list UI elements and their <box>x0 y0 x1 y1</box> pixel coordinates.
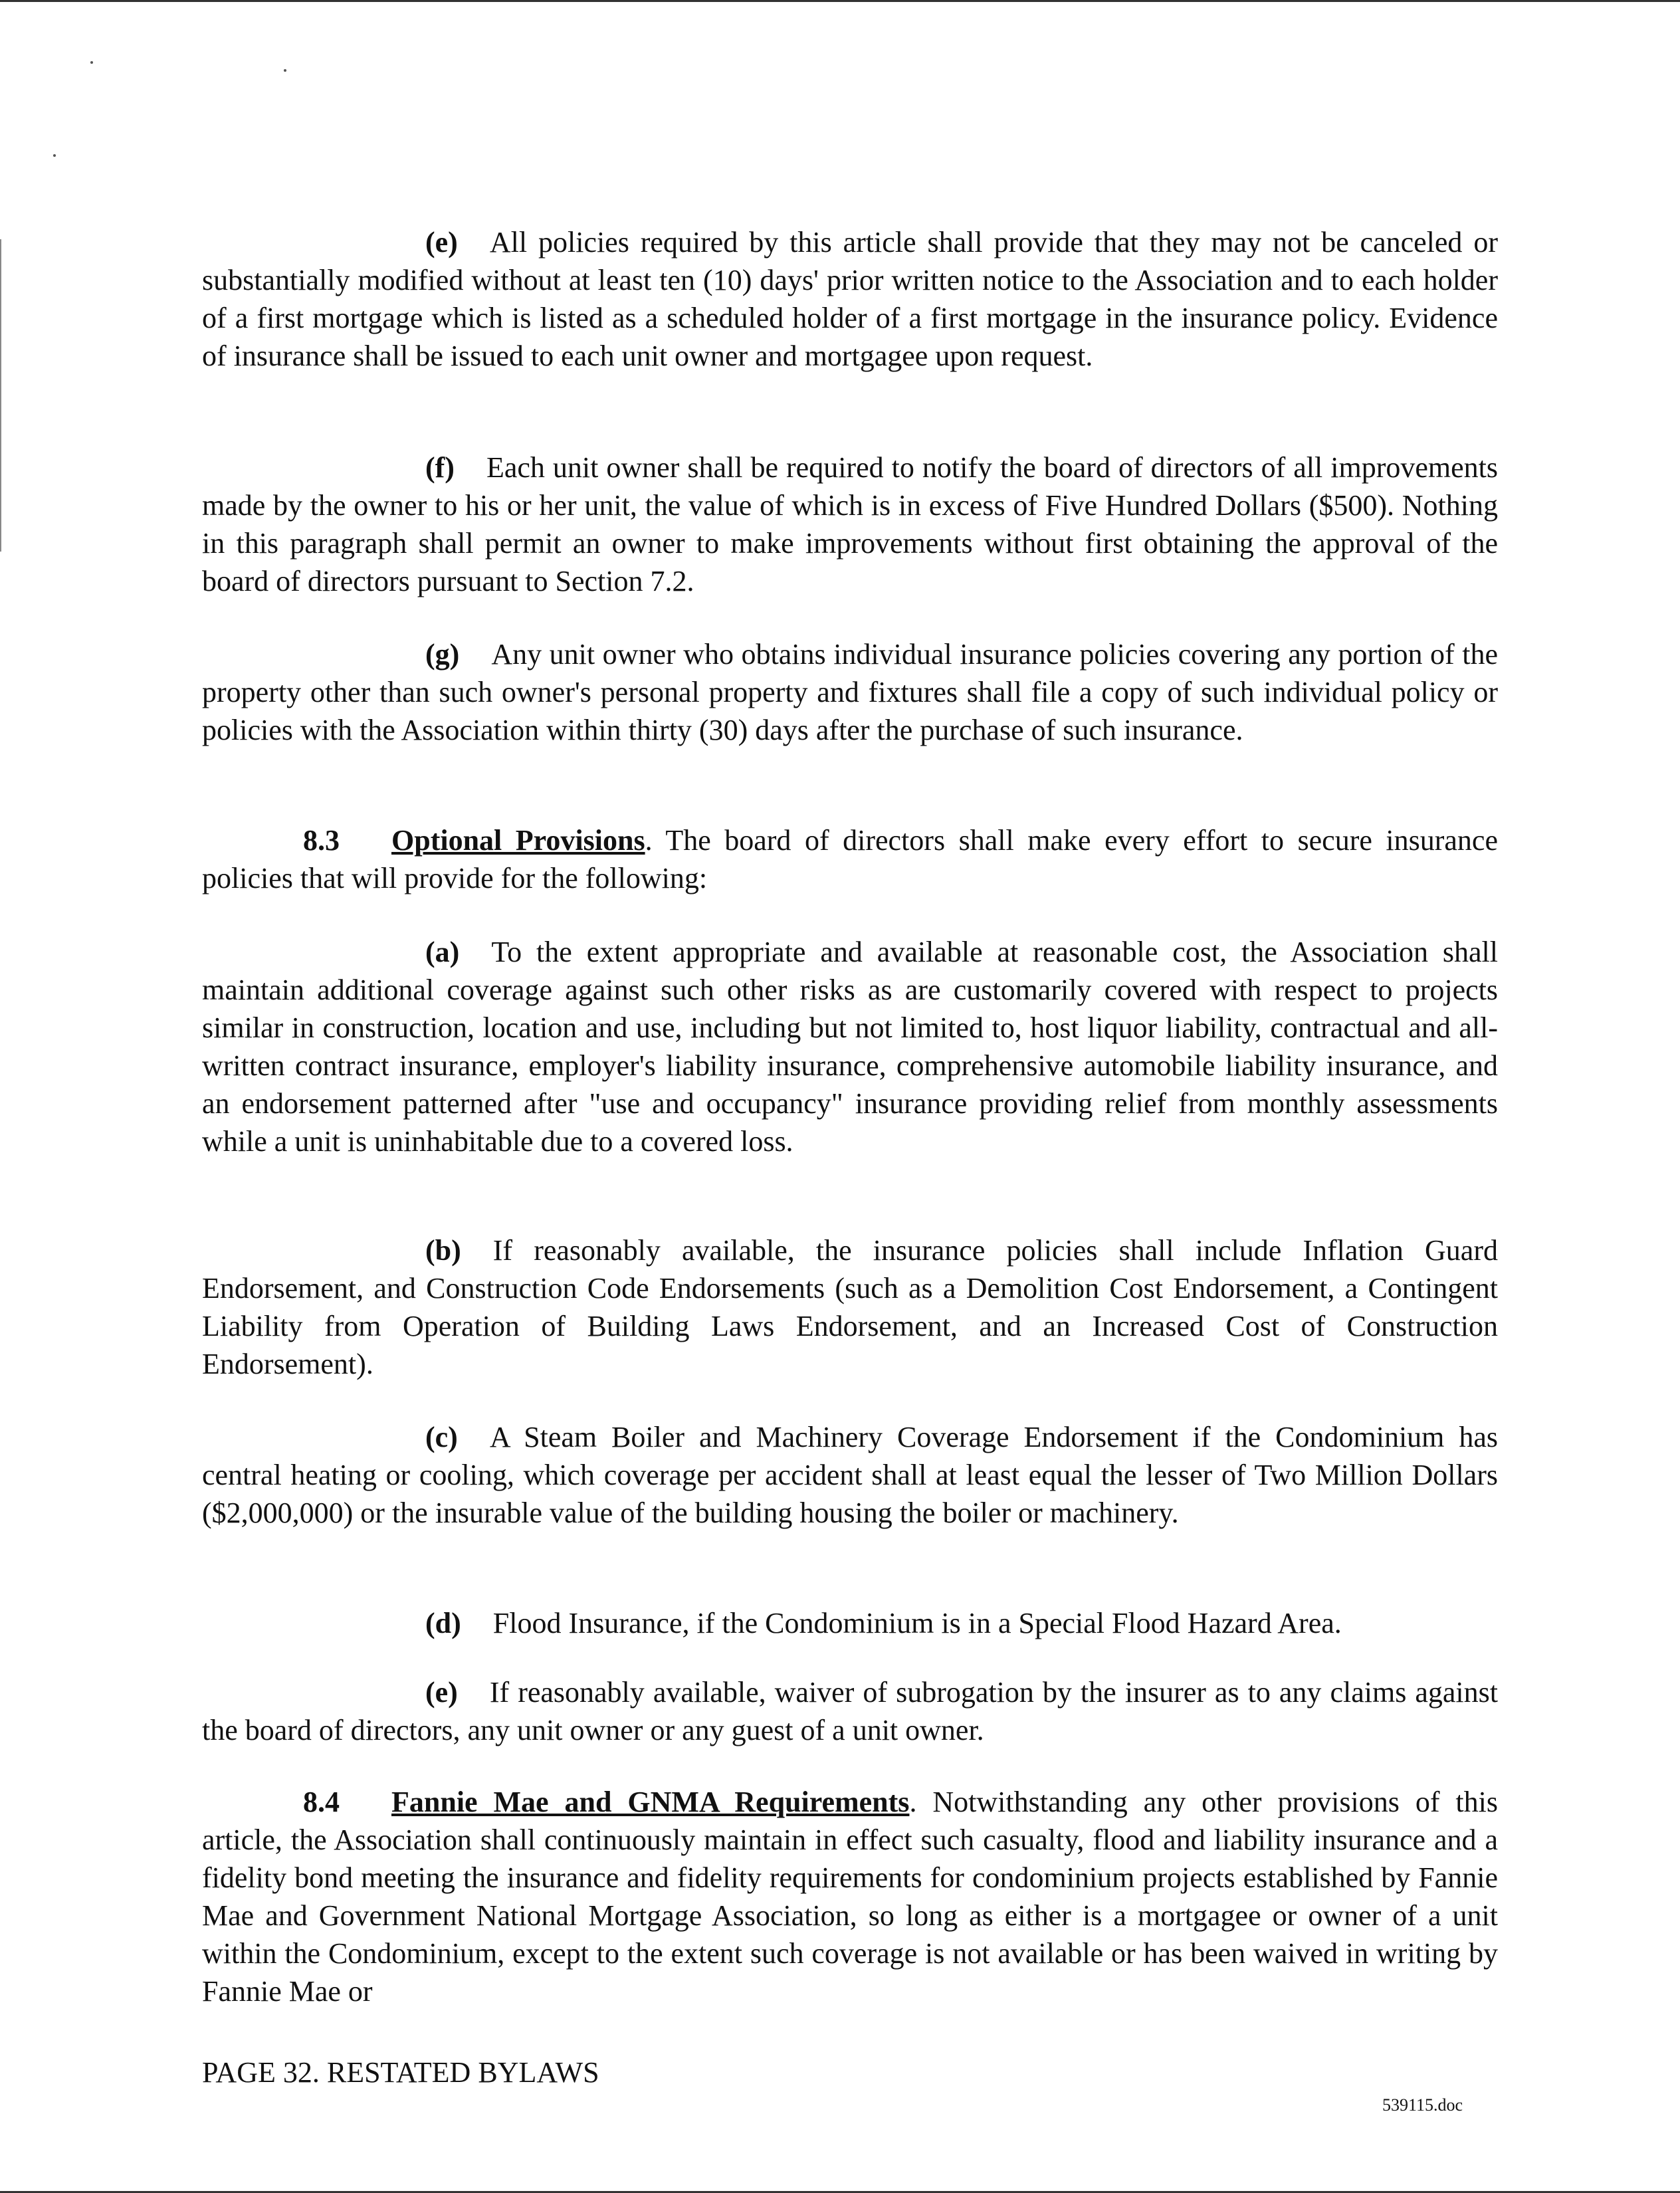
section-title: Fannie Mae and GNMA Requirements <box>391 1786 910 1818</box>
scan-left-edge <box>0 239 1 552</box>
scan-speck <box>284 69 286 72</box>
paragraph-text: All policies required by this article shall provide that they may not be canceled or substantially modified without at least ten (10) days' prior written notice to the Association and to each holder of a first mortgage which is listed as a scheduled holder of a first mortgage in the insurance policy. Evidence of insurance shall be issued to each unit owner and mortgagee upon request. <box>202 226 1498 372</box>
section-title: Optional Provisions <box>391 824 645 857</box>
paragraph-text: If reasonably available, the insurance policies shall include Inflation Guard Endorsement, and Construction Code Endorsements (such as a Demolition Cost Endorsement, a Contingent Liability from Operation of Building Laws Endorsement, and an Increased Cost of Construction Endorsement). <box>202 1234 1498 1380</box>
section-text: . Notwithstanding any other provisions of this article, the Association shall continuously maintain in effect such casualty, flood and liability insurance and a fidelity bond meeting the insurance and fidelity requirements for condominium projects established by Fannie Mae and Government National Mortgage Association, so long as either is a mortgagee or owner of a unit within the Condominium, except to the extent such coverage is not available or has been waived in writing by Fannie Mae or <box>202 1786 1498 2008</box>
paragraph-label: (g) <box>425 638 460 671</box>
paragraph-label: (d) <box>425 1607 461 1639</box>
paragraph-label: (e) <box>425 1676 458 1709</box>
paragraph-label: (a) <box>425 936 460 968</box>
scan-speck <box>90 61 93 64</box>
paragraph-8-3-b <box>202 1231 1498 1383</box>
paragraph-label: (e) <box>425 226 458 259</box>
section-text: . The board of directors shall make every effort to secure insurance policies that will provide for the following: <box>202 824 1498 894</box>
scan-speck <box>53 154 56 157</box>
page-top-border <box>0 0 1680 2</box>
paragraph-text: To the extent appropriate and available at reasonable cost, the Association shall maintain additional coverage against such other risks as are customarily covered with respect to projects similar in construction, location and use, including but not limited to, host liquor liability, contractual and all-written contract insurance, employer's liability insurance, comprehensive automobile liability insurance, and an endorsement patterned after "use and occupancy" insurance providing relief from monthly assessments while a unit is uninhabitable due to a covered loss. <box>202 936 1498 1158</box>
section-8-4 <box>202 1783 1498 2010</box>
paragraph-text: Flood Insurance, if the Condominium is in a Special Flood Hazard Area. <box>492 1607 1342 1639</box>
paragraph-8-3-e <box>202 1673 1498 1749</box>
paragraph-text: Any unit owner who obtains individual insurance policies covering any portion of the property other than such owner's personal property and fixtures shall file a copy of such individual policy or policies with the Association within thirty (30) days after the purchase of such insurance. <box>202 638 1498 746</box>
paragraph-8-2-g <box>202 635 1498 749</box>
paragraph-8-2-f <box>202 449 1498 600</box>
paragraph-text: A Steam Boiler and Machinery Coverage Endorsement if the Condominium has central heating or cooling, which coverage per accident shall at least equal the lesser of Two Million Dollars ($2,000,000) or the insurable value of the building housing the boiler or machinery. <box>202 1421 1498 1529</box>
section-number: 8.3 <box>303 824 340 857</box>
section-number: 8.4 <box>303 1786 340 1818</box>
paragraph-text: If reasonably available, waiver of subrogation by the insurer as to any claims against the board of directors, any unit owner or any guest of a unit owner. <box>202 1676 1498 1746</box>
paragraph-label: (b) <box>425 1234 461 1267</box>
paragraph-label: (f) <box>425 451 455 484</box>
paragraph-label: (c) <box>425 1421 458 1453</box>
paragraph-8-3-a <box>202 933 1498 1160</box>
section-8-3 <box>202 821 1498 897</box>
paragraph-8-3-c <box>202 1418 1498 1532</box>
page-footer-label: PAGE 32. RESTATED BYLAWS <box>202 2056 599 2089</box>
document-id: 539115.doc <box>1382 2095 1463 2115</box>
paragraph-8-2-e <box>202 223 1498 375</box>
paragraph-text: Each unit owner shall be required to notify the board of directors of all improvements made by the owner to his or her unit, the value of which is in excess of Five Hundred Dollars ($500). Nothing in this paragraph shall permit an owner to make improvements without first obtaining the approval of the board of directors pursuant to Section 7.2. <box>202 451 1498 597</box>
paragraph-8-3-d <box>202 1604 1498 1642</box>
